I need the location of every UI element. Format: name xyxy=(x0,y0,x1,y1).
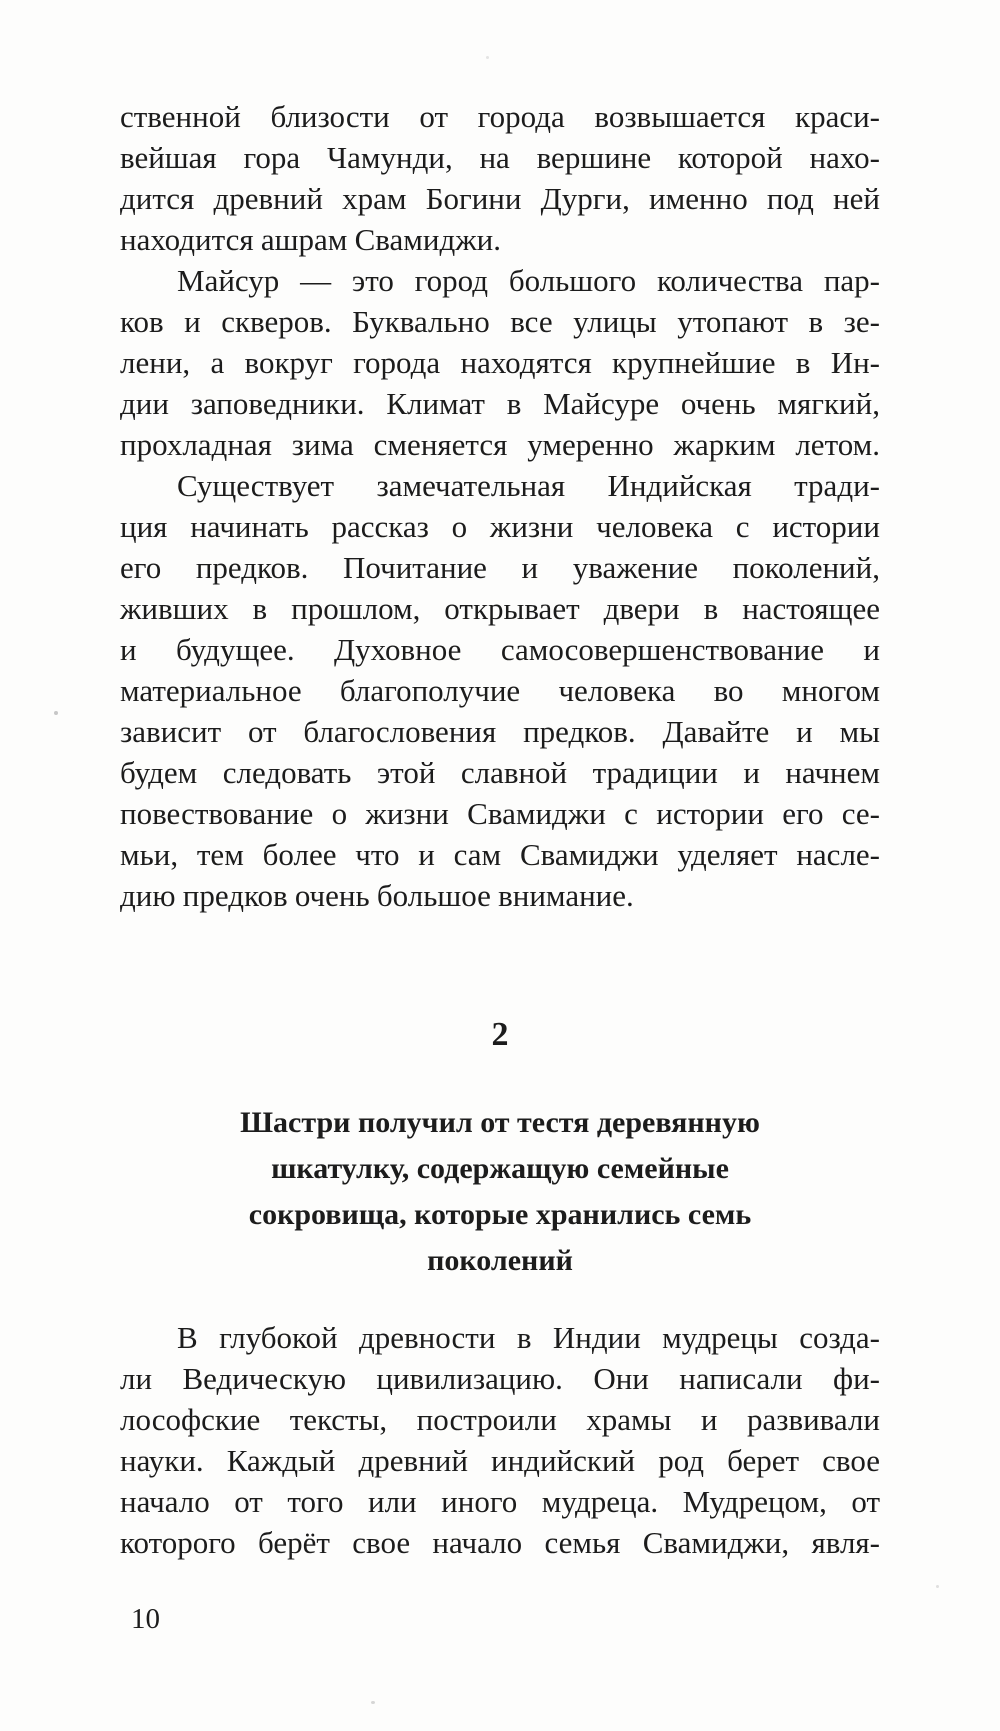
text-line: повествование о жизни Свамиджи с истории его се- xyxy=(120,796,880,831)
text-line: ция начинать рассказ о жизни человека с истории xyxy=(120,509,880,544)
text-line: ков и скверов. Буквально все улицы утопают в зе- xyxy=(120,304,880,339)
text-line: начало от того или иного мудреца. Мудрецом, от xyxy=(120,1484,880,1519)
chapter-title-line: шкатулку, содержащую семейные xyxy=(271,1152,729,1185)
scan-speck xyxy=(486,56,489,59)
paragraph xyxy=(120,96,880,260)
text-line: ственной близости от города возвышается краси- xyxy=(120,99,880,134)
text-line: вейшая гора Чамунди, на вершине которой нахо- xyxy=(120,140,880,175)
page-number: 10 xyxy=(131,1603,160,1635)
text-line: материальное благополучие человека во многом xyxy=(120,673,880,708)
text-line: дии заповедники. Климат в Майсуре очень мягкий, xyxy=(120,386,880,421)
text-line: будем следовать этой славной традиции и начнем xyxy=(120,755,880,790)
scan-speck xyxy=(936,1585,939,1588)
text-line: Майсур — это город большого количества пар- xyxy=(177,263,880,298)
text-line: живших в прошлом, открывает двери в настоящее xyxy=(120,591,880,626)
text-line: ли Ведическую цивилизацию. Они написали фи- xyxy=(120,1361,880,1396)
text-line: мьи, тем более что и сам Свамиджи уделяет насле- xyxy=(120,837,880,872)
text-line: прохладная зима сменяется умеренно жарким летом. xyxy=(120,427,880,462)
text-line: лени, а вокруг города находятся крупнейшие в Ин- xyxy=(120,345,880,380)
chapter-title xyxy=(120,1100,880,1284)
scan-speck xyxy=(54,711,58,715)
text-line: его предков. Почитание и уважение поколений, xyxy=(120,550,880,585)
scan-speck xyxy=(371,1701,375,1704)
text-line: и будущее. Духовное самосовершенствование и xyxy=(120,632,880,667)
text-line: В глубокой древности в Индии мудрецы созда- xyxy=(177,1320,880,1355)
body-text-upper xyxy=(120,96,880,916)
chapter-number: 2 xyxy=(491,1016,509,1053)
chapter-title-line: поколений xyxy=(427,1244,573,1277)
paragraph xyxy=(120,260,880,465)
paragraph xyxy=(120,465,880,916)
text-line: которого берёт свое начало семья Свамиджи, явля- xyxy=(120,1525,880,1560)
chapter-title-line: сокровища, которые хранились семь xyxy=(248,1198,752,1231)
text-line: Существует замечательная Индийская тради- xyxy=(177,468,880,503)
paragraph xyxy=(120,1317,880,1563)
text-line: зависит от благословения предков. Давайте и мы xyxy=(120,714,880,749)
text-line: дится древний храм Богини Дурги, именно под ней xyxy=(120,181,880,216)
text-line: науки. Каждый древний индийский род берет свое xyxy=(120,1443,880,1478)
body-text-lower xyxy=(120,1317,880,1563)
text-line: дию предков очень большое внимание. xyxy=(120,878,634,913)
chapter-title-line: Шастри получил от тестя деревянную xyxy=(240,1106,760,1139)
text-line: находится ашрам Свамиджи. xyxy=(120,222,501,257)
text-line: лософские тексты, построили храмы и развивали xyxy=(120,1402,880,1437)
